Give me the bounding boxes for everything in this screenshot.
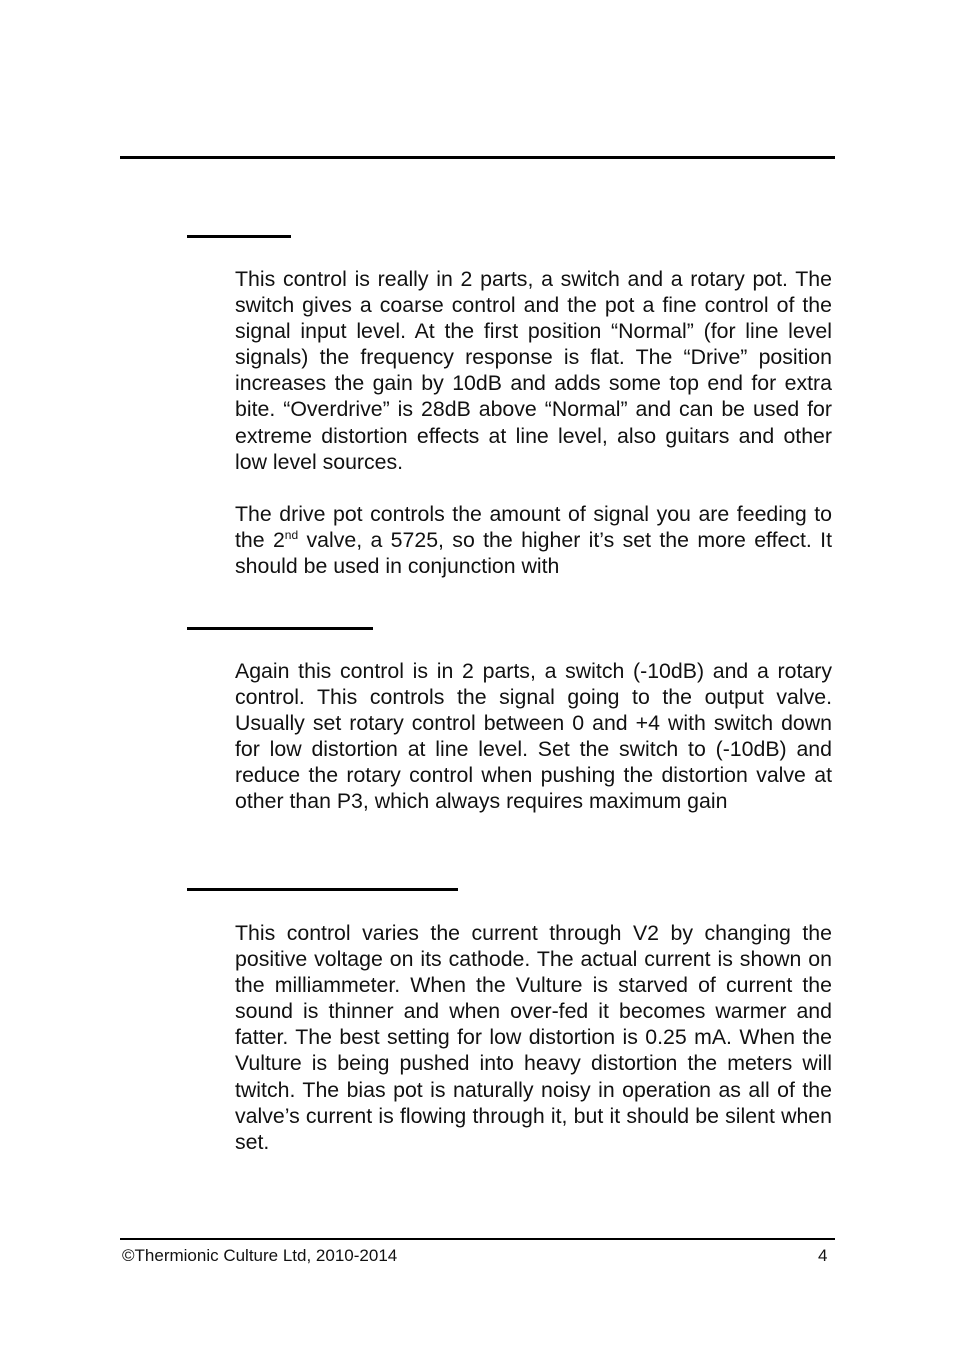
section-heading-underline xyxy=(187,888,458,891)
section-heading-underline xyxy=(187,235,291,238)
section-paragraph: The drive pot controls the amount of signal you are feeding to the 2nd valve, a 5725, so the higher it’s set the more effect. It should be used in conjunction with xyxy=(235,502,832,579)
section-paragraph: This control varies the current through V2 by changing the positive voltage on its cathode. The actual current is shown on the milliammeter. When the Vulture is starved of current the sound is thinner and when over-fed it becomes warmer and fatter. The best setting for low distortion is 0.25 mA. When the Vulture is being pushed into heavy distortion the meters will twitch. The bias pot is naturally noisy in operation as all of the valve’s current is flowing through it, but it should be silent when set. xyxy=(235,921,832,1154)
footer-copyright: ©Thermionic Culture Ltd, 2010-2014 xyxy=(122,1246,398,1265)
section-paragraph: This control is really in 2 parts, a switch and a rotary pot. The switch gives a coarse control and the pot a fine control of the signal input level. At the first position “Normal” (for line level signals) the frequency response is flat. The “Drive” position increases the gain by 10dB and adds some top end for extra bite. “Overdrive” is 28dB above “Normal” and can be used for extreme distortion effects at line level, also guitars and other low level sources. xyxy=(235,267,832,474)
page-number: 4 xyxy=(818,1246,828,1265)
header-rule xyxy=(120,156,835,159)
section-heading-underline xyxy=(187,627,373,630)
section-paragraph: Again this control is in 2 parts, a switch (-10dB) and a rotary control. This controls the signal going to the output valve. Usually set rotary control between 0 and +4 with switch down for low distortion at line level. Set the switch to (-10dB) and reduce the rotary control when pushing the distortion valve at other than P3, which always requires maximum gain xyxy=(235,659,832,814)
ordinal-suffix: nd xyxy=(284,528,299,542)
footer-rule xyxy=(120,1238,835,1240)
